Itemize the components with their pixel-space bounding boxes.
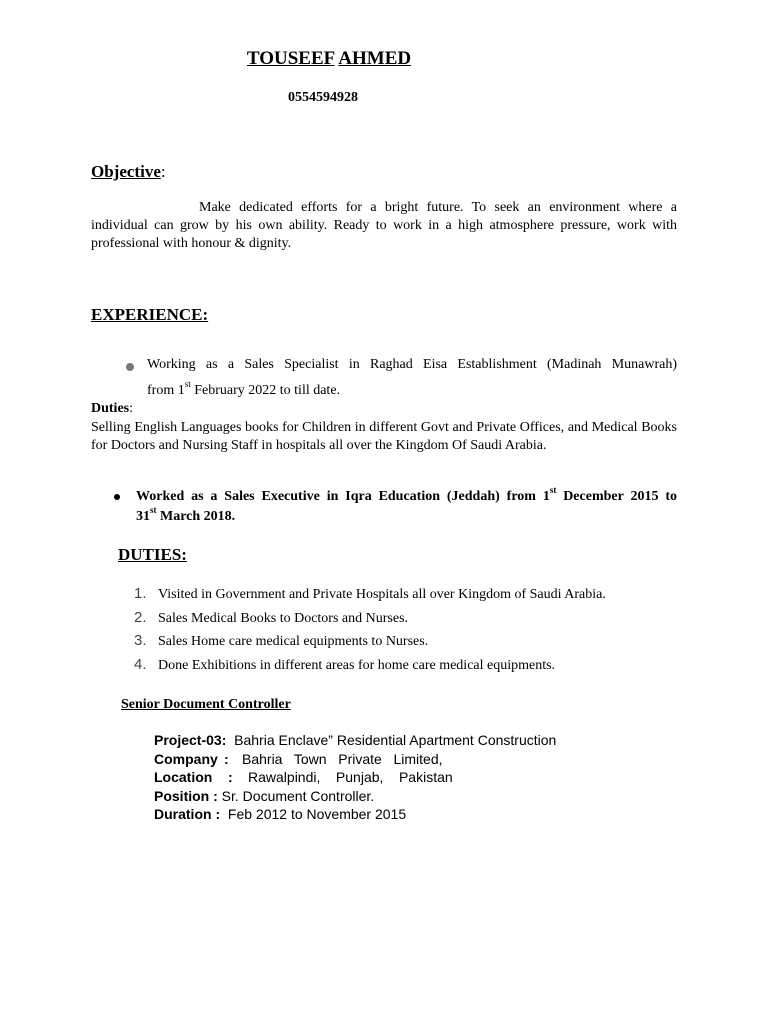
bullet-dot-icon [126, 363, 134, 371]
job2-line1-post: December 2015 to [556, 489, 677, 504]
duration-label: Duration [154, 806, 212, 822]
phone-number: 0554594928 [288, 90, 358, 105]
job1-duties-text: Selling English Languages books for Children in different Govt and Private Offices, and Medical Books for Doctors and Nursing Staff in hospitals all over the Kingdom Of Saudi Arabia. [91, 420, 677, 453]
objective-heading-colon: : [160, 162, 166, 181]
duty-text: Visited in Government and Private Hospitals all over Kingdom of Saudi Arabia. [158, 587, 606, 602]
duration-sep: : [215, 806, 221, 822]
objective-text: Make dedicated efforts for a bright future. To seek an environment where a individual can grow by his own ability. Ready to work in a high atmosphere pressure, work with professional with honour & dignity. [91, 200, 677, 251]
duty-text: Sales Medical Books to Doctors and Nurses. [158, 610, 409, 626]
duration-value: Feb 2012 to November 2015 [227, 806, 407, 822]
job1-date-post: February 2022 to till date. [190, 383, 341, 398]
project-value: Bahria Enclave” Residential Apartment Construction [234, 732, 557, 748]
location-row [154, 769, 453, 785]
duty-item [134, 585, 606, 609]
duty-text: Done Exhibitions in different areas for home care medical equipments. [158, 657, 556, 673]
job1-date-pre: from 1 [147, 383, 185, 398]
duty-text: Sales Home care medical equipments to Nurses. [158, 634, 429, 649]
objective-heading-text: Objective [91, 162, 161, 181]
experience-heading: EXPERIENCE: [91, 305, 209, 324]
job1-line1: Working as a Sales Specialist in Raghad Eisa Establishment (Madinah Munawrah) [147, 357, 677, 372]
candidate-name [0, 48, 658, 70]
duty-item [134, 609, 606, 633]
job1-duties-colon: : [129, 401, 134, 416]
job1-duties-label [91, 401, 133, 417]
position-row [154, 788, 374, 804]
job1-duties-label-text: Duties [91, 401, 130, 416]
location-value: Rawalpindi, Punjab, Pakistan [248, 769, 453, 785]
duty-number: 1. [134, 585, 147, 602]
job2-line2-sup: st [150, 505, 157, 516]
duty-number: 4. [134, 655, 147, 673]
project-label: Project-03: [154, 732, 227, 748]
duty-number: 3. [134, 632, 147, 649]
duties-list [134, 585, 606, 679]
duty-item [134, 656, 606, 680]
job1-date-sup: st [184, 379, 191, 390]
company-row [154, 751, 443, 767]
job2-line1 [136, 485, 677, 505]
position-label: Position : [154, 788, 218, 804]
duty-item [134, 632, 606, 656]
location-label: Location [154, 769, 213, 785]
objective-heading [91, 162, 166, 182]
job2-line1-sup: st [549, 485, 557, 496]
bullet-dot-icon [114, 494, 120, 500]
job2-line2-pre: 31 [136, 509, 150, 524]
first-name: TOUSEEF [246, 48, 335, 69]
job2-line1-pre: Worked as a Sales Executive in Iqra Education (Jeddah) from 1 [136, 489, 550, 504]
job2-line2-post: March 2018. [156, 509, 236, 524]
job2-line2 [136, 505, 236, 525]
position-value: Sr. Document Controller. [221, 788, 375, 804]
job1-line2 [147, 379, 341, 399]
company-label: Company [154, 751, 218, 767]
last-name: AHMED [338, 48, 412, 69]
company-value: Bahria Town Private Limited, [242, 751, 443, 767]
duties-heading: DUTIES: [118, 545, 187, 564]
company-sep: : [224, 751, 229, 767]
duty-number: 2. [134, 608, 147, 626]
duration-row [154, 806, 406, 822]
location-sep: : [228, 769, 233, 785]
project-row [154, 732, 556, 748]
job3-title: Senior Document Controller [121, 697, 291, 712]
